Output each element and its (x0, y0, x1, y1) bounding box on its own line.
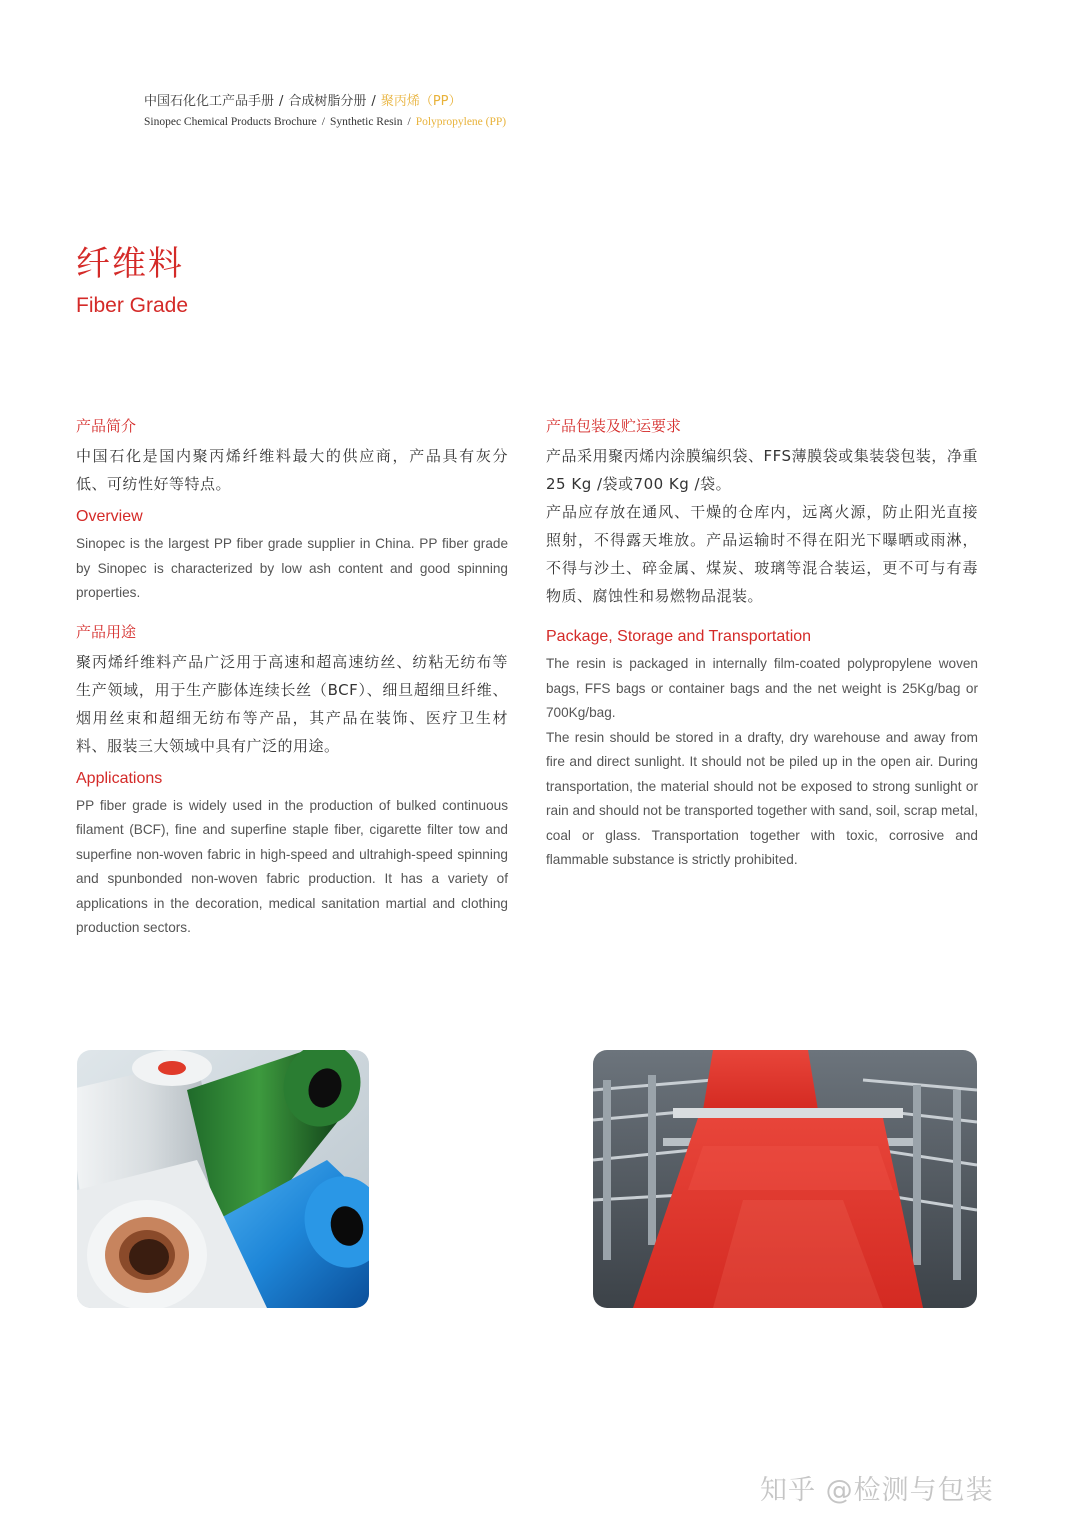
breadcrumb-cn-current: 聚丙烯（PP） (380, 94, 462, 109)
right-column (546, 416, 978, 873)
intro-cn-text: 中国石化是国内聚丙烯纤维料最大的供应商，产品具有灰分低、可纺性好等特点。 (76, 447, 508, 493)
pack-cn-text-1: 产品采用聚丙烯内涂膜编织袋、FFS薄膜袋或集装袋包装，净重25 Kg /袋或700 Kg /袋。 (546, 447, 978, 493)
applications-heading: Applications (76, 769, 163, 787)
pack-cn-text-2: 产品应存放在通风、干燥的仓库内，远离火源，防止阳光直接照射，不得露天堆放。产品运输时不得在阳光下曝晒或雨淋，不得与沙土、碎金属、煤炭、玻璃等混合装运，更不可与有毒物质、腐蚀性和易燃物品混装。 (546, 503, 978, 605)
overview-text: Sinopec is the largest PP fiber grade supplier in China. PP fiber grade by Sinopec is characterized by low ash content and good spinning properties. (76, 536, 508, 600)
red-fabric-machine-photo (593, 1050, 977, 1308)
breadcrumb-cn-item-2: 合成树脂分册 (288, 94, 367, 109)
watermark: 知乎 @检测与包装 (760, 1475, 994, 1506)
breadcrumb-separator: / (279, 94, 284, 109)
breadcrumb-separator: / (321, 116, 325, 128)
breadcrumb-separator: / (371, 94, 376, 109)
pack-en-text-2: The resin should be stored in a drafty, dry warehouse and away from fire and direct sunlight. It should not be piled up in the open air. During transportation, the material should not be exposed to strong sunlight or rain and should not be transported together with sand, soil, scrap metal, coal or glass. Transportation together with toxic, corrosive and flammable substance is strictly prohibited. (546, 729, 978, 867)
page-title-cn: 纤维料 (76, 244, 184, 284)
breadcrumb-en-item-2: Synthetic Resin (329, 116, 403, 128)
page-title-en: Fiber Grade (76, 294, 189, 317)
yarn-spools-photo (77, 1050, 369, 1308)
breadcrumb-cn-item-1: 中国石化化工产品手册 (144, 94, 275, 109)
use-cn-text: 聚丙烯纤维料产品广泛用于高速和超高速纺丝、纺粘无纺布等生产领域，用于生产膨体连续长丝（BCF）、细旦超细旦纤维、烟用丝束和超细无纺布等产品，其产品在装饰、医疗卫生材料、服装三大领域中具有广泛的用途。 (76, 652, 508, 755)
pack-en-text-1: The resin is packaged in internally film-coated polypropylene woven bags, FFS bags or container bags and the net weight is 25Kg/bag or 700Kg/bag. (546, 656, 978, 720)
breadcrumb-en-item-1: Sinopec Chemical Products Brochure (144, 116, 317, 128)
breadcrumb-en-current: Polypropylene (PP) (415, 116, 507, 128)
left-column (76, 416, 508, 941)
pack-cn-heading: 产品包装及贮运要求 (546, 417, 682, 435)
intro-cn-heading: 产品简介 (76, 417, 137, 435)
pack-en-heading: Package, Storage and Transportation (546, 628, 812, 645)
breadcrumb-cn (144, 95, 462, 108)
breadcrumb-en (144, 117, 506, 129)
applications-text: PP fiber grade is widely used in the production of bulked continuous filament (BCF), fine and superfine staple fiber, cigarette filter tow and superfine non-woven fabric in high-speed and ultrahigh-speed spinning and spunbonded non-woven fabric production. It has a variety of applications in the decoration, medical sanitation martial and clothing production sectors. (76, 797, 508, 935)
overview-heading: Overview (76, 508, 143, 525)
breadcrumb-separator: / (407, 116, 411, 128)
use-cn-heading: 产品用途 (76, 622, 137, 641)
